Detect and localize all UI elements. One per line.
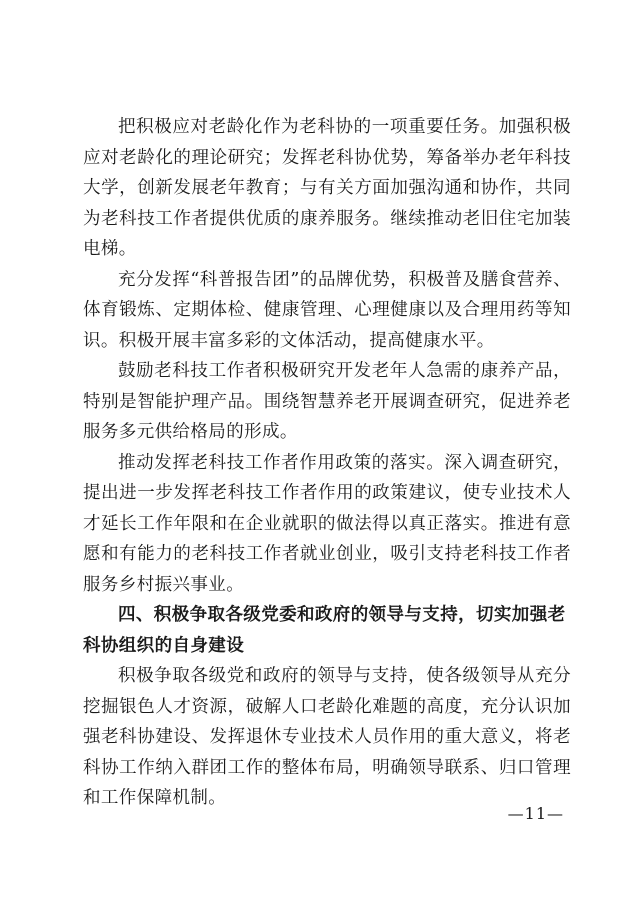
paragraph-science-popularization: 充分发挥“科普报告团”的品牌优势，积极普及膳食营养、体育锻炼、定期体检、健康管理、心理健康以及合理用药等知识。积极开展丰富多彩的文体活动，提高健康水平。 — [83, 269, 571, 351]
paragraph-policy-implementation: 推动发挥老科技工作者作用政策的落实。深入调查研究，提出进一步发挥老科技工作者作用的政策建议，使专业技术人才延长工作年限和在企业就职的做法得以真正落实。推进有意愿和有能力的老科技工作者就业创业，吸引支持老科技工作者服务乡村振兴事业。 — [83, 452, 571, 595]
document-body — [83, 112, 571, 814]
paragraph-elderly-aging: 把积极应对老龄化作为老科协的一项重要任务。加强积极应对老龄化的理论研究；发挥老科协优势，筹备举办老年科技大学，创新发展老年教育；与有关方面加强沟通和协作，共同为老科技工作者提供优质的康养服务。继续推动老旧住宅加装电梯。 — [83, 117, 571, 259]
page-number: —11— — [507, 804, 564, 823]
paragraph-leadership-support: 积极争取各级党和政府的领导与支持，使各级领导从充分挖掘银色人才资源，破解人口老龄化难题的高度，充分认识加强老科协建设、发挥退休专业技术人员作用的重大意义，将老科协工作纳入群团工作的整体布局，明确领导联系、归口管理和工作保障机制。 — [83, 666, 571, 808]
paragraph-health-products: 鼓励老科技工作者积极研究开发老年人急需的康养产品，特别是智能护理产品。围绕智慧养老开展调查研究，促进养老服务多元供给格局的形成。 — [83, 361, 571, 442]
section-heading: 四、积极争取各级党委和政府的领导与支持，切实加强老科协组织的自身建设 — [83, 605, 566, 656]
